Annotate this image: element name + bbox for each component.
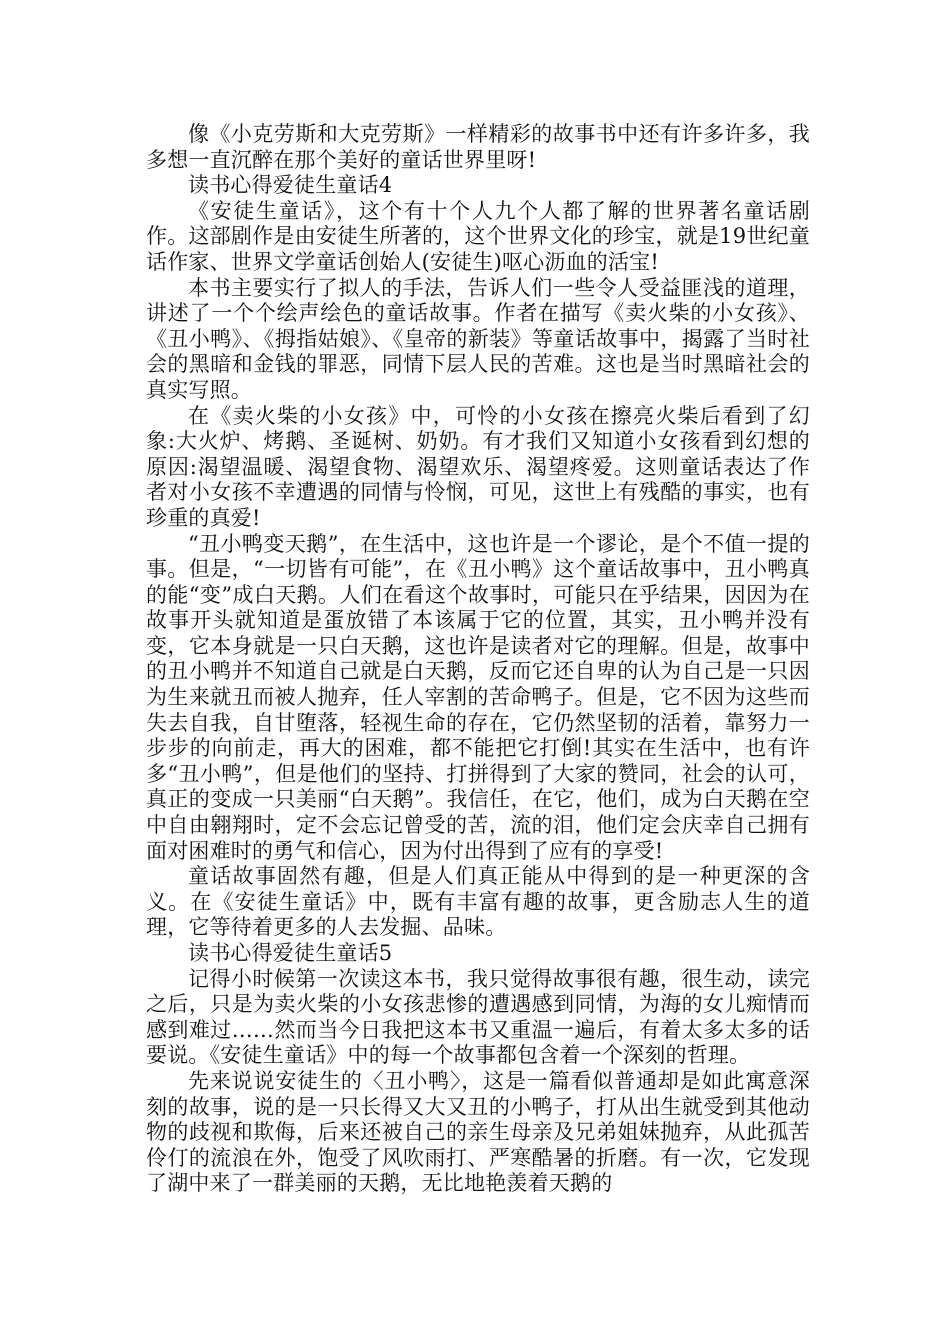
section-heading-4: 读书心得爱徒生童话4 [188,173,393,198]
paragraph-4: 在《卖火柴的小女孩》中，可怜的小女孩在擦亮火柴后看到了幻象:大火炉、烤鹅、圣诞树、奶奶。有才我们又知道小女孩看到幻想的原因:渴望温暖、渴望食物、渴望欢乐、渴望疼爱。这则童话表达了作者对小女孩不幸遭遇的同情与怜悯，可见，这世上有残酷的事实，也有珍重的真爱! [146,403,810,530]
paragraph-1: 像《小克劳斯和大克劳斯》一样精彩的故事书中还有许多许多，我多想一直沉醉在那个美好的童话世界里呀! [146,122,810,172]
paragraph-6: 童话故事固然有趣，但是人们真正能从中得到的是一种更深的含义。在《安徒生童话》中，既有丰富有趣的故事，更含励志人生的道理，它等待着更多的人去发掘、品味。 [146,864,810,940]
paragraph-5: “丑小鸭变天鹅”，在生活中，这也许是一个谬论，是个不值一提的事。但是，“一切皆有可能”，在《丑小鸭》这个童话故事中，丑小鸭真的能“变”成白天鹅。人们在看这个故事时，可能只在乎结果，因因为在故事开头就知道是蛋放错了本该属于它的位置，其实，丑小鸭并没有变，它本身就是一只白天鹅，这也许是读者对它的理解。但是，故事中的丑小鸭并不知道自己就是白天鹅，反而它还自卑的认为自己是一只因为生来就丑而被人抛弃，任人宰割的苦命鸭子。但是，它不因为这些而失去自我，自甘堕落，轻视生命的存在，它仍然坚韧的活着，靠努力一步步的向前走，再大的困难，都不能把它打倒!其实在生活中，也有许多“丑小鸭”，但是他们的坚持、打拼得到了大家的赞同，社会的认可，真正的变成一只美丽“白天鹅”。我信任，在它，他们，成为白天鹅在空中自由翱翔时，定不会忘记曾受的苦，流的泪，他们定会庆幸自己拥有面对困难时的勇气和信心，因为付出得到了应有的享受! [146,531,810,863]
document-body [146,122,810,1197]
section-heading-5: 读书心得爱徒生童话5 [188,941,393,965]
paragraph-7: 记得小时候第一次读这本书，我只觉得故事很有趣，很生动，读完之后，只是为卖火柴的小女孩悲惨的遭遇感到同情，为海的女儿痴情而感到难过……然而当今日我把这本书又重温一遍后，有着太多太多的话要说。《安徒生童话》中的每一个故事都包含着一个深刻的哲理。 [146,966,810,1068]
paragraph-2: 《安徒生童话》，这个有十个人九个人都了解的世界著名童话剧作。这部剧作是由安徒生所著的，这个世界文化的珍宝，就是19世纪童话作家、世界文学童话创始人(安徒生)呕心沥血的活宝! [146,198,810,274]
paragraph-8: 先来说说安徒生的〈丑小鸭〉，这是一篇看似普通却是如此寓意深刻的故事，说的是一只长得又大又丑的小鸭子，打从出生就受到其他动物的歧视和欺侮，后来还被自己的亲生母亲及兄弟姐妹抛弃，从此孤苦伶仃的流浪在外，饱受了风吹雨打、严寒酷暑的折磨。有一次，它发现了湖中来了一群美丽的天鹅，无比地艳羡着天鹅的 [146,1068,810,1196]
paragraph-3: 本书主要实行了拟人的手法，告诉人们一些令人受益匪浅的道理，讲述了一个个绘声绘色的童话故事。作者在描写《卖火柴的小女孩》、《丑小鸭》、《拇指姑娘》、《皇帝的新装》等童话故事中，揭露了当时社会的黑暗和金钱的罪恶，同情下层人民的苦难。这也是当时黑暗社会的真实写照。 [146,275,810,402]
